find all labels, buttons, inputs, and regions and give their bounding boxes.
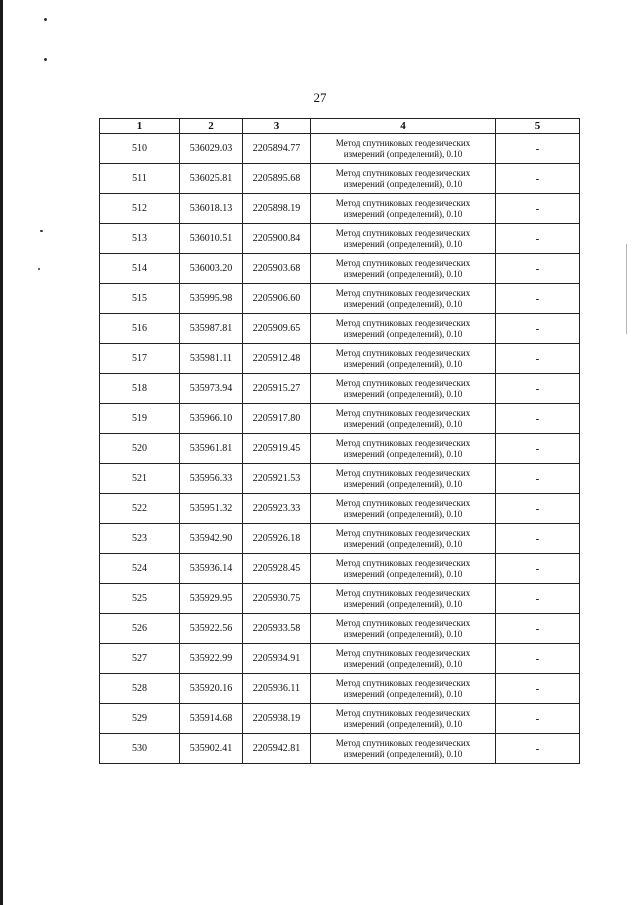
note-cell: -	[496, 134, 580, 164]
point-number: 523	[100, 524, 180, 554]
y-coordinate: 2205895.68	[243, 164, 311, 194]
table-row	[100, 224, 580, 254]
table-row	[100, 704, 580, 734]
table-row	[100, 674, 580, 704]
x-coordinate: 535961.81	[180, 434, 243, 464]
y-coordinate: 2205921.53	[243, 464, 311, 494]
method-cell	[311, 254, 496, 284]
method-line1: Метод спутниковых геодезических	[335, 737, 471, 748]
x-coordinate: 535942.90	[180, 524, 243, 554]
point-number: 525	[100, 584, 180, 614]
scan-right-mark	[626, 244, 627, 334]
method-line1: Метод спутниковых геодезических	[335, 707, 471, 718]
x-coordinate: 536025.81	[180, 164, 243, 194]
x-coordinate: 535956.33	[180, 464, 243, 494]
scan-speck	[44, 58, 47, 61]
method-line2: измерений (определений), 0.10	[343, 358, 463, 369]
y-coordinate: 2205894.77	[243, 134, 311, 164]
table-row	[100, 584, 580, 614]
y-coordinate: 2205912.48	[243, 344, 311, 374]
y-coordinate: 2205936.11	[243, 674, 311, 704]
x-coordinate: 535936.14	[180, 554, 243, 584]
point-number: 529	[100, 704, 180, 734]
method-line1: Метод спутниковых геодезических	[335, 287, 471, 298]
method-line1: Метод спутниковых геодезических	[335, 617, 471, 628]
note-cell: -	[496, 374, 580, 404]
method-cell	[311, 344, 496, 374]
method-line1: Метод спутниковых геодезических	[335, 257, 471, 268]
note-cell: -	[496, 224, 580, 254]
note-cell: -	[496, 614, 580, 644]
method-cell	[311, 434, 496, 464]
note-cell: -	[496, 344, 580, 374]
method-line2: измерений (определений), 0.10	[343, 148, 463, 159]
method-line2: измерений (определений), 0.10	[343, 628, 463, 639]
x-coordinate: 536018.13	[180, 194, 243, 224]
method-cell	[311, 554, 496, 584]
method-line2: измерений (определений), 0.10	[343, 478, 463, 489]
table-row	[100, 134, 580, 164]
point-number: 514	[100, 254, 180, 284]
method-line2: измерений (определений), 0.10	[343, 748, 463, 759]
x-coordinate: 535981.11	[180, 344, 243, 374]
method-line2: измерений (определений), 0.10	[343, 688, 463, 699]
x-coordinate: 536003.20	[180, 254, 243, 284]
point-number: 515	[100, 284, 180, 314]
scan-speck	[44, 18, 47, 21]
note-cell: -	[496, 674, 580, 704]
note-cell: -	[496, 434, 580, 464]
method-cell	[311, 734, 496, 764]
point-number: 512	[100, 194, 180, 224]
column-header: 4	[311, 119, 496, 134]
column-header: 3	[243, 119, 311, 134]
point-number: 520	[100, 434, 180, 464]
y-coordinate: 2205926.18	[243, 524, 311, 554]
x-coordinate: 535973.94	[180, 374, 243, 404]
y-coordinate: 2205917.80	[243, 404, 311, 434]
table-row	[100, 314, 580, 344]
x-coordinate: 535922.99	[180, 644, 243, 674]
table-row	[100, 434, 580, 464]
method-line1: Метод спутниковых геодезических	[335, 467, 471, 478]
point-number: 526	[100, 614, 180, 644]
y-coordinate: 2205933.58	[243, 614, 311, 644]
x-coordinate: 535929.95	[180, 584, 243, 614]
x-coordinate: 535922.56	[180, 614, 243, 644]
method-line1: Метод спутниковых геодезических	[335, 227, 471, 238]
y-coordinate: 2205906.60	[243, 284, 311, 314]
column-header: 1	[100, 119, 180, 134]
method-line1: Метод спутниковых геодезических	[335, 347, 471, 358]
method-line2: измерений (определений), 0.10	[343, 388, 463, 399]
coordinates-table	[99, 118, 580, 764]
method-line2: измерений (определений), 0.10	[343, 268, 463, 279]
method-cell	[311, 314, 496, 344]
note-cell: -	[496, 254, 580, 284]
page-number: 27	[313, 90, 327, 105]
method-line1: Метод спутниковых геодезических	[335, 167, 471, 178]
method-line1: Метод спутниковых геодезических	[335, 407, 471, 418]
method-line1: Метод спутниковых геодезических	[335, 137, 471, 148]
x-coordinate: 536029.03	[180, 134, 243, 164]
column-header: 2	[180, 119, 243, 134]
method-cell	[311, 674, 496, 704]
note-cell: -	[496, 644, 580, 674]
y-coordinate: 2205942.81	[243, 734, 311, 764]
method-line2: измерений (определений), 0.10	[343, 238, 463, 249]
method-cell	[311, 194, 496, 224]
y-coordinate: 2205928.45	[243, 554, 311, 584]
point-number: 527	[100, 644, 180, 674]
method-line1: Метод спутниковых геодезических	[335, 647, 471, 658]
method-line2: измерений (определений), 0.10	[343, 658, 463, 669]
note-cell: -	[496, 194, 580, 224]
table-row	[100, 644, 580, 674]
y-coordinate: 2205930.75	[243, 584, 311, 614]
table-row	[100, 404, 580, 434]
method-cell	[311, 644, 496, 674]
table-row	[100, 464, 580, 494]
point-number: 524	[100, 554, 180, 584]
method-cell	[311, 614, 496, 644]
note-cell: -	[496, 524, 580, 554]
note-cell: -	[496, 284, 580, 314]
method-line2: измерений (определений), 0.10	[343, 598, 463, 609]
table-row	[100, 344, 580, 374]
note-cell: -	[496, 734, 580, 764]
method-cell	[311, 524, 496, 554]
method-line1: Метод спутниковых геодезических	[335, 557, 471, 568]
method-cell	[311, 164, 496, 194]
y-coordinate: 2205915.27	[243, 374, 311, 404]
method-line1: Метод спутниковых геодезических	[335, 377, 471, 388]
method-line2: измерений (определений), 0.10	[343, 208, 463, 219]
note-cell: -	[496, 704, 580, 734]
method-line2: измерений (определений), 0.10	[343, 328, 463, 339]
table-row	[100, 194, 580, 224]
table-row	[100, 494, 580, 524]
method-line2: измерений (определений), 0.10	[343, 508, 463, 519]
table-header-row	[100, 119, 580, 134]
table-row	[100, 554, 580, 584]
point-number: 522	[100, 494, 180, 524]
note-cell: -	[496, 554, 580, 584]
method-line2: измерений (определений), 0.10	[343, 298, 463, 309]
y-coordinate: 2205909.65	[243, 314, 311, 344]
note-cell: -	[496, 404, 580, 434]
x-coordinate: 535902.41	[180, 734, 243, 764]
y-coordinate: 2205938.19	[243, 704, 311, 734]
note-cell: -	[496, 314, 580, 344]
point-number: 519	[100, 404, 180, 434]
y-coordinate: 2205934.91	[243, 644, 311, 674]
method-line2: измерений (определений), 0.10	[343, 718, 463, 729]
table-row	[100, 524, 580, 554]
x-coordinate: 535987.81	[180, 314, 243, 344]
method-cell	[311, 494, 496, 524]
method-cell	[311, 704, 496, 734]
table-row	[100, 164, 580, 194]
scan-left-edge	[0, 0, 3, 905]
y-coordinate: 2205903.68	[243, 254, 311, 284]
method-line1: Метод спутниковых геодезических	[335, 317, 471, 328]
method-cell	[311, 224, 496, 254]
y-coordinate: 2205898.19	[243, 194, 311, 224]
x-coordinate: 535920.16	[180, 674, 243, 704]
method-cell	[311, 404, 496, 434]
x-coordinate: 536010.51	[180, 224, 243, 254]
method-line1: Метод спутниковых геодезических	[335, 587, 471, 598]
method-line1: Метод спутниковых геодезических	[335, 437, 471, 448]
scan-speck	[40, 230, 43, 232]
note-cell: -	[496, 494, 580, 524]
note-cell: -	[496, 464, 580, 494]
method-cell	[311, 134, 496, 164]
table-row	[100, 374, 580, 404]
y-coordinate: 2205919.45	[243, 434, 311, 464]
x-coordinate: 535914.68	[180, 704, 243, 734]
x-coordinate: 535951.32	[180, 494, 243, 524]
method-line1: Метод спутниковых геодезических	[335, 197, 471, 208]
note-cell: -	[496, 584, 580, 614]
table-row	[100, 254, 580, 284]
point-number: 510	[100, 134, 180, 164]
point-number: 511	[100, 164, 180, 194]
table-row	[100, 734, 580, 764]
method-cell	[311, 584, 496, 614]
table-row	[100, 614, 580, 644]
method-cell	[311, 374, 496, 404]
point-number: 518	[100, 374, 180, 404]
method-line1: Метод спутниковых геодезических	[335, 677, 471, 688]
method-line1: Метод спутниковых геодезических	[335, 527, 471, 538]
point-number: 528	[100, 674, 180, 704]
note-cell: -	[496, 164, 580, 194]
y-coordinate: 2205900.84	[243, 224, 311, 254]
y-coordinate: 2205923.33	[243, 494, 311, 524]
table-row	[100, 284, 580, 314]
point-number: 517	[100, 344, 180, 374]
point-number: 521	[100, 464, 180, 494]
method-line2: измерений (определений), 0.10	[343, 178, 463, 189]
method-cell	[311, 464, 496, 494]
method-line1: Метод спутниковых геодезических	[335, 497, 471, 508]
method-line2: измерений (определений), 0.10	[343, 418, 463, 429]
x-coordinate: 535995.98	[180, 284, 243, 314]
point-number: 513	[100, 224, 180, 254]
x-coordinate: 535966.10	[180, 404, 243, 434]
method-line2: измерений (определений), 0.10	[343, 568, 463, 579]
column-header: 5	[496, 119, 580, 134]
scan-speck	[38, 268, 40, 270]
method-line2: измерений (определений), 0.10	[343, 538, 463, 549]
point-number: 516	[100, 314, 180, 344]
method-cell	[311, 284, 496, 314]
method-line2: измерений (определений), 0.10	[343, 448, 463, 459]
point-number: 530	[100, 734, 180, 764]
